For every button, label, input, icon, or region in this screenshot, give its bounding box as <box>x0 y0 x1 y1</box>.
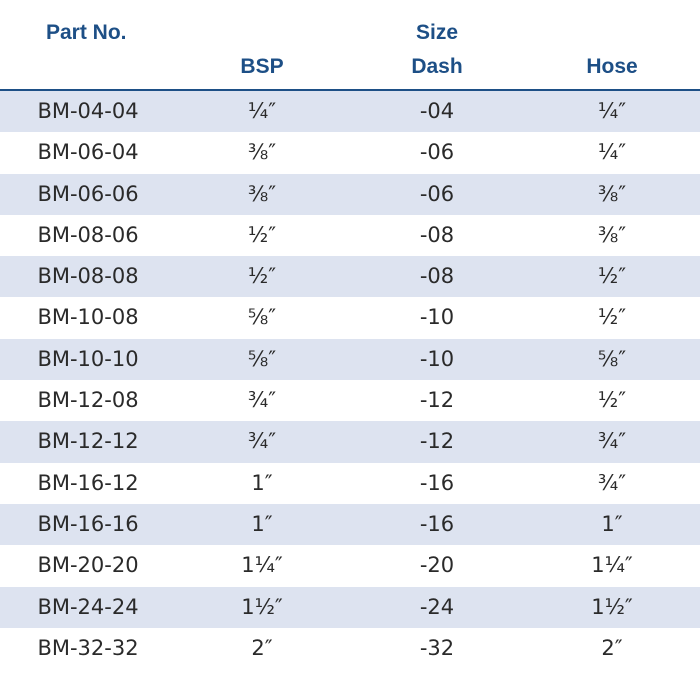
cell-bsp: ½″ <box>247 264 277 289</box>
cell-hose: 1¼″ <box>591 553 633 578</box>
cell-bsp: ⅝″ <box>247 346 277 371</box>
cell-part-no: BM-10-10 <box>37 346 139 371</box>
table-row <box>0 421 700 462</box>
cell-bsp: ⅜″ <box>247 140 277 165</box>
cell-dash: -12 <box>419 388 455 413</box>
cell-bsp: 1½″ <box>241 594 283 619</box>
cell-hose: ⅝″ <box>597 346 627 371</box>
cell-part-no: BM-08-06 <box>37 222 139 247</box>
header-hose: Hose <box>586 55 638 78</box>
cell-dash: -06 <box>419 181 455 206</box>
cell-part-no: BM-12-12 <box>37 429 139 454</box>
cell-bsp: ¾″ <box>247 388 277 413</box>
cell-dash: -32 <box>419 635 455 660</box>
cell-bsp: ½″ <box>247 222 277 247</box>
cell-dash: -10 <box>419 346 455 371</box>
cell-part-no: BM-10-08 <box>37 305 139 330</box>
cell-hose: 2″ <box>601 635 623 660</box>
cell-bsp: ⅜″ <box>247 181 277 206</box>
cell-hose: ½″ <box>597 388 627 413</box>
cell-dash: -12 <box>419 429 455 454</box>
table-row <box>0 132 700 173</box>
cell-part-no: BM-16-16 <box>37 511 139 536</box>
table-row <box>0 174 700 215</box>
cell-part-no: BM-24-24 <box>37 594 139 619</box>
table-row <box>0 339 700 380</box>
cell-bsp: ¼″ <box>247 99 277 123</box>
cell-hose: ¼″ <box>597 140 627 165</box>
cell-bsp: ⅝″ <box>247 305 277 330</box>
cell-dash: -06 <box>419 140 455 165</box>
table-row <box>0 504 700 545</box>
cell-hose: ⅜″ <box>597 181 627 206</box>
cell-part-no: BM-06-04 <box>37 140 139 165</box>
cell-bsp: 2″ <box>251 635 273 660</box>
table-row <box>0 545 700 586</box>
cell-hose: ¼″ <box>597 99 627 123</box>
cell-dash: -16 <box>419 470 455 495</box>
cell-part-no: BM-16-12 <box>37 470 139 495</box>
cell-bsp: ¾″ <box>247 429 277 454</box>
cell-hose: ¾″ <box>597 470 627 495</box>
cell-hose: ½″ <box>597 264 627 289</box>
table-row <box>0 256 700 297</box>
cell-part-no: BM-12-08 <box>37 388 139 413</box>
table-row <box>0 463 700 504</box>
header-size-group: Size <box>415 21 459 44</box>
cell-hose: ½″ <box>597 305 627 330</box>
cell-dash: -20 <box>419 553 455 578</box>
cell-dash: -24 <box>419 594 455 619</box>
table-row <box>0 587 700 628</box>
header-part-no: Part No. <box>46 21 127 44</box>
cell-dash: -08 <box>419 222 455 247</box>
table-header <box>0 0 700 91</box>
header-bsp: BSP <box>240 55 284 78</box>
cell-dash: -16 <box>419 511 455 536</box>
cell-dash: -08 <box>419 264 455 289</box>
table-row <box>0 215 700 256</box>
cell-bsp: 1¼″ <box>241 553 283 578</box>
cell-part-no: BM-20-20 <box>37 553 139 578</box>
cell-bsp: 1″ <box>251 470 273 495</box>
table-row <box>0 628 700 669</box>
cell-hose: 1½″ <box>591 594 633 619</box>
cell-hose: ¾″ <box>597 429 627 454</box>
cell-part-no: BM-32-32 <box>37 635 139 660</box>
cell-part-no: BM-06-06 <box>37 181 139 206</box>
cell-hose: ⅜″ <box>597 222 627 247</box>
table-body <box>0 91 700 669</box>
cell-bsp: 1″ <box>251 511 273 536</box>
table-row <box>0 297 700 338</box>
table-row <box>0 91 700 132</box>
header-dash: Dash <box>411 55 463 78</box>
cell-part-no: BM-04-04 <box>37 99 139 123</box>
cell-hose: 1″ <box>601 511 623 536</box>
cell-dash: -10 <box>419 305 455 330</box>
cell-dash: -04 <box>419 99 455 123</box>
table-row <box>0 380 700 421</box>
cell-part-no: BM-08-08 <box>37 264 139 289</box>
